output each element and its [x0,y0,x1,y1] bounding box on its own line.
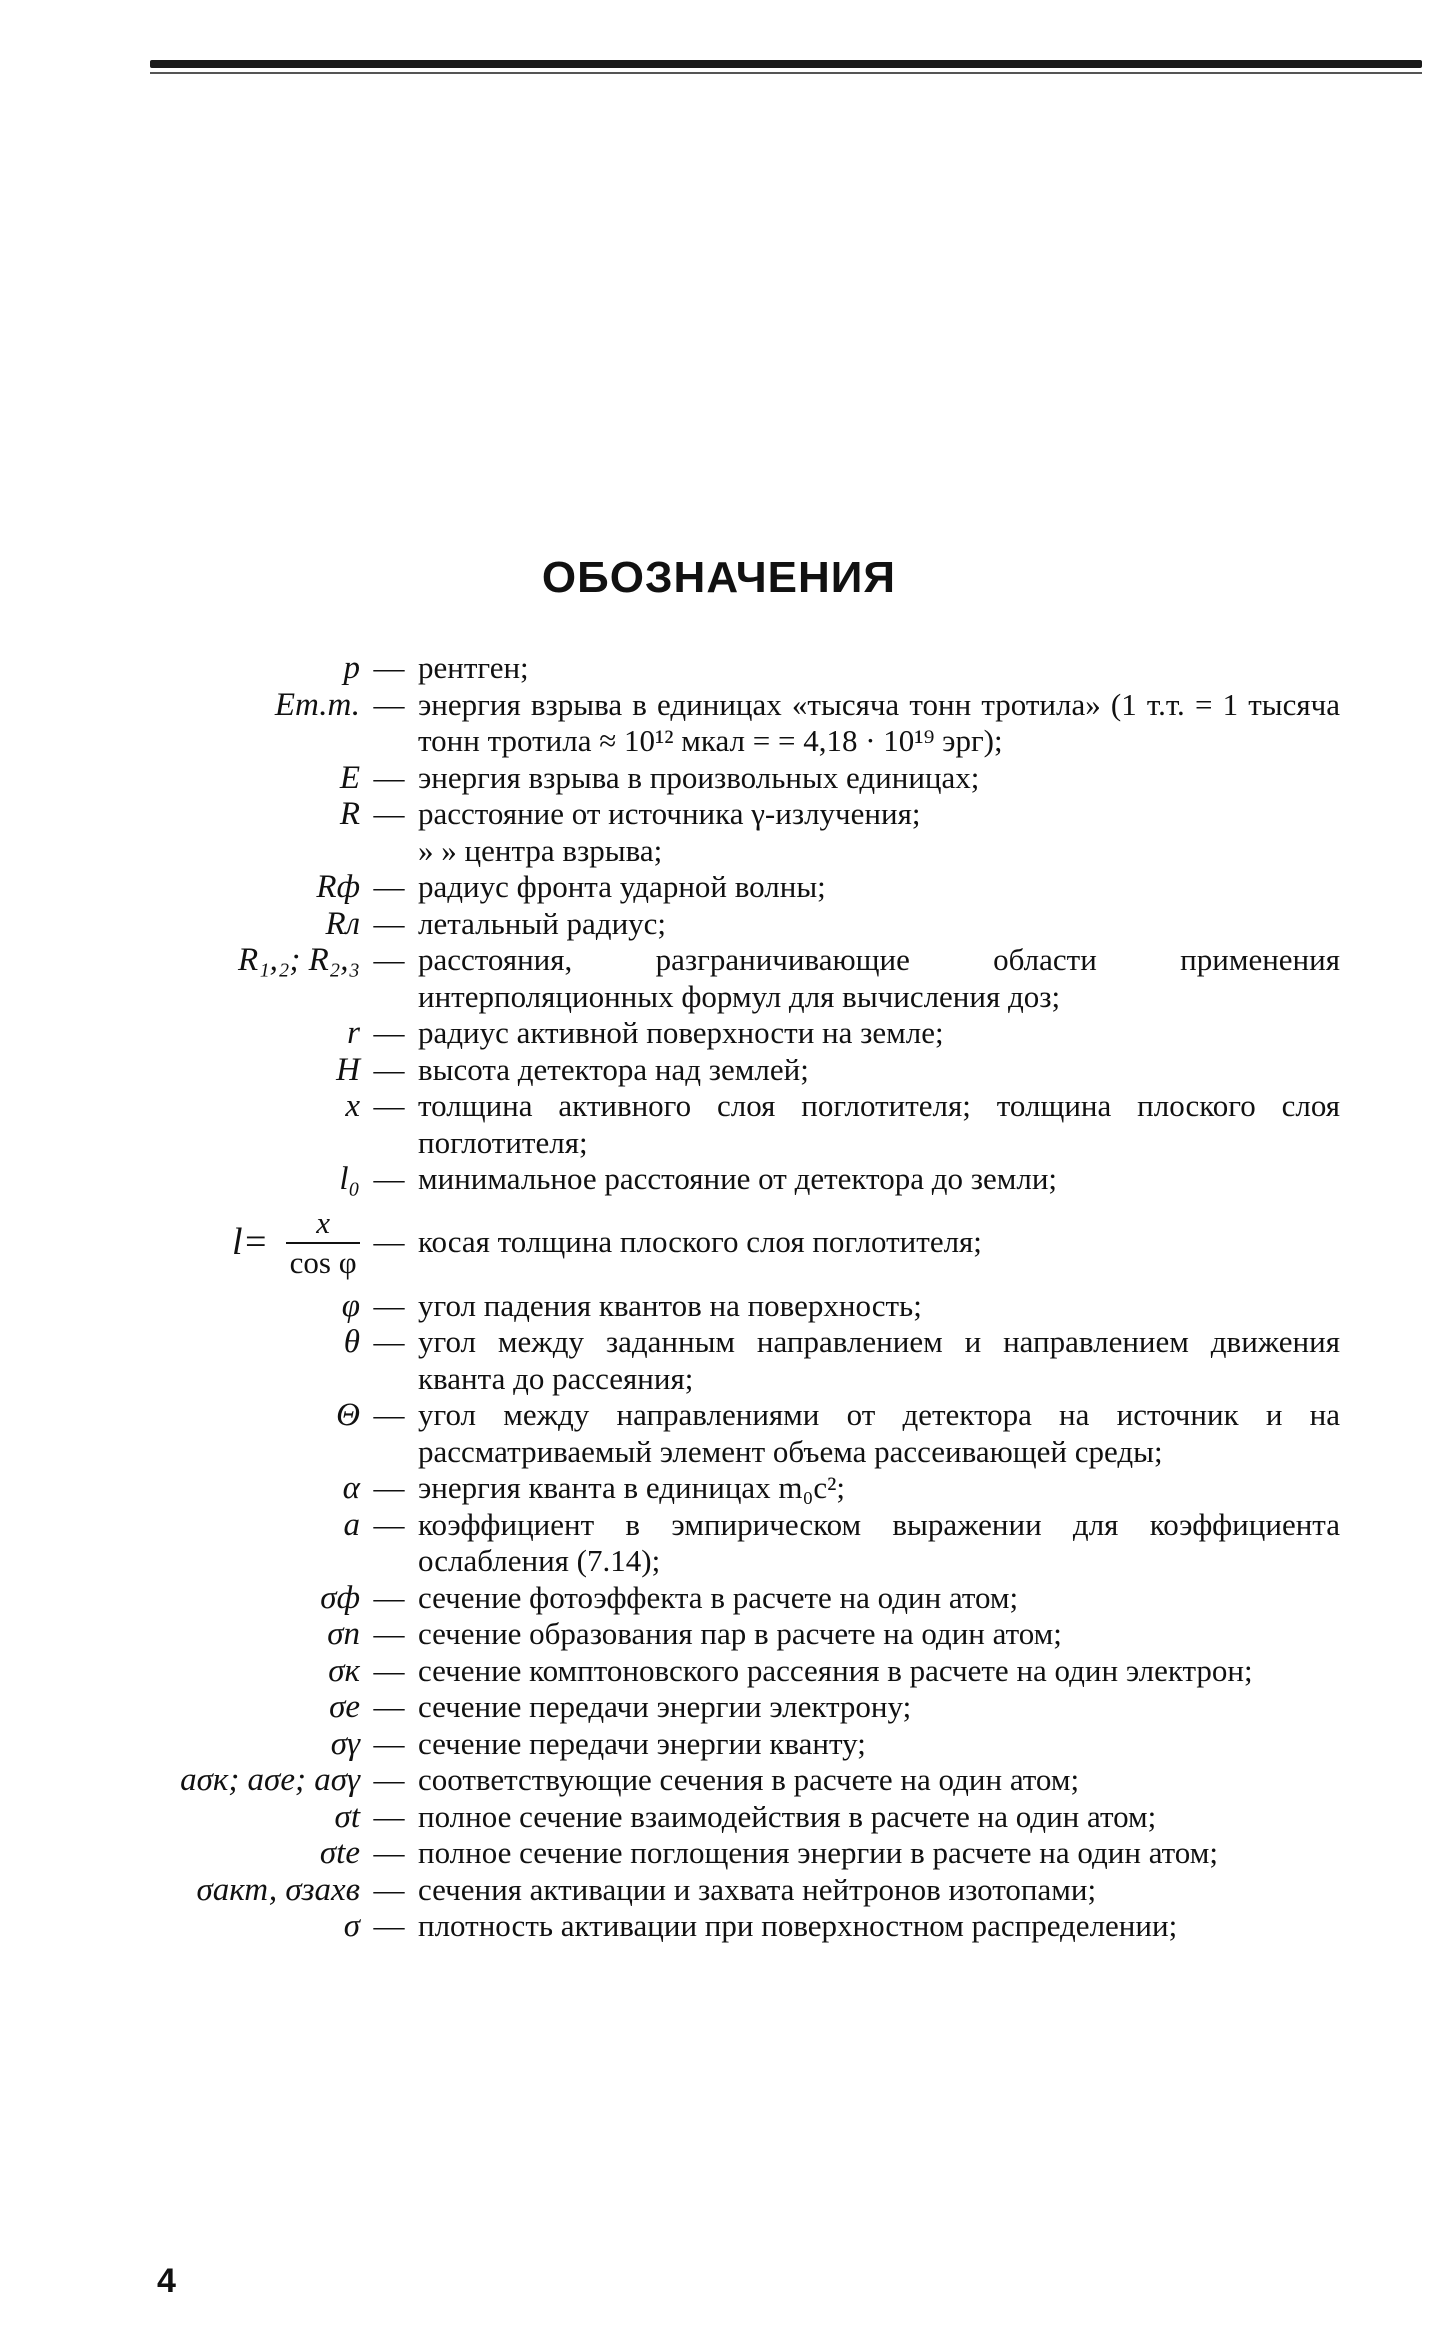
definition-dash: — [373,1725,405,1761]
definition-symbol: σ [343,1908,360,1944]
definition-text: плотность активации при поверхностном распределении; [418,1908,1178,1943]
definition-symbol: Θ [336,1397,360,1433]
definition-row [160,1799,1340,1836]
top-rule-thin [150,72,1422,74]
definition-symbol: σк [328,1652,360,1689]
definition-row [160,833,1340,870]
definition-text: сечение передачи энергии кванту; [418,1725,866,1761]
definition-symbol: Eт.т. [274,686,360,723]
definition-dash: — [373,1908,405,1943]
fraction-denominator: cos φ [289,1244,357,1280]
definition-row [160,1088,1340,1161]
definition-symbol: Rф [316,869,360,905]
definition-text: сечение образования пар в расчете на один атом; [418,1616,1062,1651]
fraction-numerator: x [286,1204,360,1244]
definition-symbol: R₁,₂; R₂,₃ [238,942,360,978]
fraction [286,1204,360,1282]
definition-text: радиус активной поверхности на земле; [418,1015,944,1050]
definition-row [160,1204,1340,1282]
definition-text: сечение фотоэффекта в расчете на один атом; [418,1579,1019,1615]
definition-symbol: E [339,759,360,796]
definition-dash: — [373,942,405,977]
definition-dash: — [373,1287,405,1323]
definition-dash: — [373,1161,405,1196]
definition-row [160,1507,1340,1580]
definition-text: » » центра взрыва; [418,832,663,868]
definition-symbol: р [343,650,360,686]
definition-row [160,1161,1340,1198]
definition-text: энергия кванта в единицах m₀c²; [418,1470,846,1505]
definition-row [160,1288,1340,1325]
definition-symbol: a [343,1506,360,1543]
definition-dash: — [373,1689,405,1724]
definition-row [160,942,1340,1015]
definition-row [160,1324,1340,1397]
definition-dash: — [373,1616,405,1651]
definition-row [160,1689,1340,1726]
definition-text: энергия взрыва в произвольных единицах; [418,759,980,795]
definition-symbol: x [345,1088,360,1124]
definition-row [160,906,1340,943]
fraction-lhs: l= [232,1221,269,1264]
definition-text: угол падения квантов на поверхность; [418,1287,922,1323]
definition-row [160,1015,1340,1052]
definition-row [160,1653,1340,1690]
definition-dash: — [373,1798,405,1834]
definition-row [160,1726,1340,1763]
page-title: ОБОЗНАЧЕНИЯ [541,553,897,602]
definition-text: летальный радиус; [418,905,667,941]
top-rule [150,60,1422,68]
definition-symbol: H [336,1051,360,1088]
definition-row [160,1580,1340,1617]
definition-row [160,1470,1340,1507]
definition-symbol: σп [327,1616,360,1652]
definition-symbol: σt [334,1798,360,1835]
definition-dash: — [373,1397,405,1432]
definition-text: косая толщина плоского слоя поглотителя; [418,1224,982,1260]
definition-row [160,1762,1340,1799]
definition-dash: — [373,1506,405,1542]
definition-row [160,687,1340,760]
definition-text: сечение комптоновского рассеяния в расчете на один электрон; [418,1652,1253,1688]
definition-dash: — [373,1470,405,1505]
definition-text: соответствующие сечения в расчете на один атом; [418,1762,1080,1797]
definition-symbol: R [339,796,360,832]
page-number: 4 [157,2262,176,2300]
definition-text: угол между заданным направлением и направлением движения кванта до рассеяния; [418,1324,1340,1396]
definition-text: энергия взрыва в единицах «тысяча тонн тротила» (1 т.т. = 1 тысяча тонн тротила ≈ 10¹² мкал = = 4,18 · 10¹⁹ эрг); [418,686,1340,758]
definition-symbol [160,1204,360,1282]
definition-symbol: l₀ [339,1161,360,1197]
definition-row [160,1616,1340,1653]
definition-symbol: σф [320,1579,360,1616]
definition-dash: — [373,1324,405,1359]
definition-row [160,760,1340,797]
definition-text: рентген; [418,650,529,685]
definition-symbol: α [342,1470,360,1506]
definition-symbol: σакт, σзахв [196,1871,360,1908]
definition-dash: — [373,1579,405,1615]
definition-dash: — [373,1871,405,1907]
definition-text: сечение передачи энергии электрону; [418,1689,912,1724]
definition-symbol: σte [319,1835,360,1871]
definition-dash: — [373,686,405,722]
definition-row [160,1835,1340,1872]
definition-dash: — [373,1051,405,1087]
definition-row [160,869,1340,906]
definition-dash: — [373,650,405,685]
definition-text: толщина активного слоя поглотителя; толщина плоского слоя поглотителя; [418,1088,1340,1160]
definition-text: сечения активации и захвата нейтронов изотопами; [418,1871,1097,1907]
definition-text: минимальное расстояние от детектора до земли; [418,1161,1058,1196]
definition-text: угол между направлениями от детектора на источник и на рассматриваемый элемент объема рассеивающей среды; [418,1397,1340,1469]
definition-text: полное сечение поглощения энергии в расчете на один атом; [418,1835,1218,1870]
definition-symbol: Rл [325,905,360,942]
definition-symbol: aσк; aσe; aσγ [180,1762,360,1798]
definition-row [160,650,1340,687]
definition-dash: — [373,869,405,904]
definition-text: радиус фронта ударной волны; [418,869,826,904]
definition-dash: — [373,1835,405,1870]
definition-row [160,1397,1340,1470]
definition-dash: — [373,759,405,795]
definition-dash: — [373,905,405,941]
definition-symbol: σγ [330,1725,360,1762]
definition-symbol: r [347,1015,360,1051]
definition-row [160,1052,1340,1089]
definition-row [160,1908,1340,1945]
definition-dash: — [373,1088,405,1123]
definition-symbol: φ [341,1287,360,1324]
definition-text: коэффициент в эмпирическом выражении для коэффициента ослабления (7.14); [418,1506,1340,1578]
definition-text: полное сечение взаимодействия в расчете на один атом; [418,1798,1157,1834]
definition-row [160,796,1340,833]
definition-dash: — [373,796,405,831]
definition-symbol: θ [343,1324,360,1360]
definitions-list [160,650,1340,1945]
definition-dash: — [373,1015,405,1050]
definition-symbol: σe [329,1689,360,1725]
definition-text: расстояния, разграничивающие области применения интерполяционных формул для вычисления доз; [418,942,1340,1014]
definition-row [160,1872,1340,1909]
definition-dash: — [373,1224,405,1260]
definition-text: расстояние от источника γ-излучения; [418,796,921,831]
definition-dash: — [373,1762,405,1797]
definition-text: высота детектора над землей; [418,1051,809,1087]
definition-dash: — [373,1652,405,1688]
